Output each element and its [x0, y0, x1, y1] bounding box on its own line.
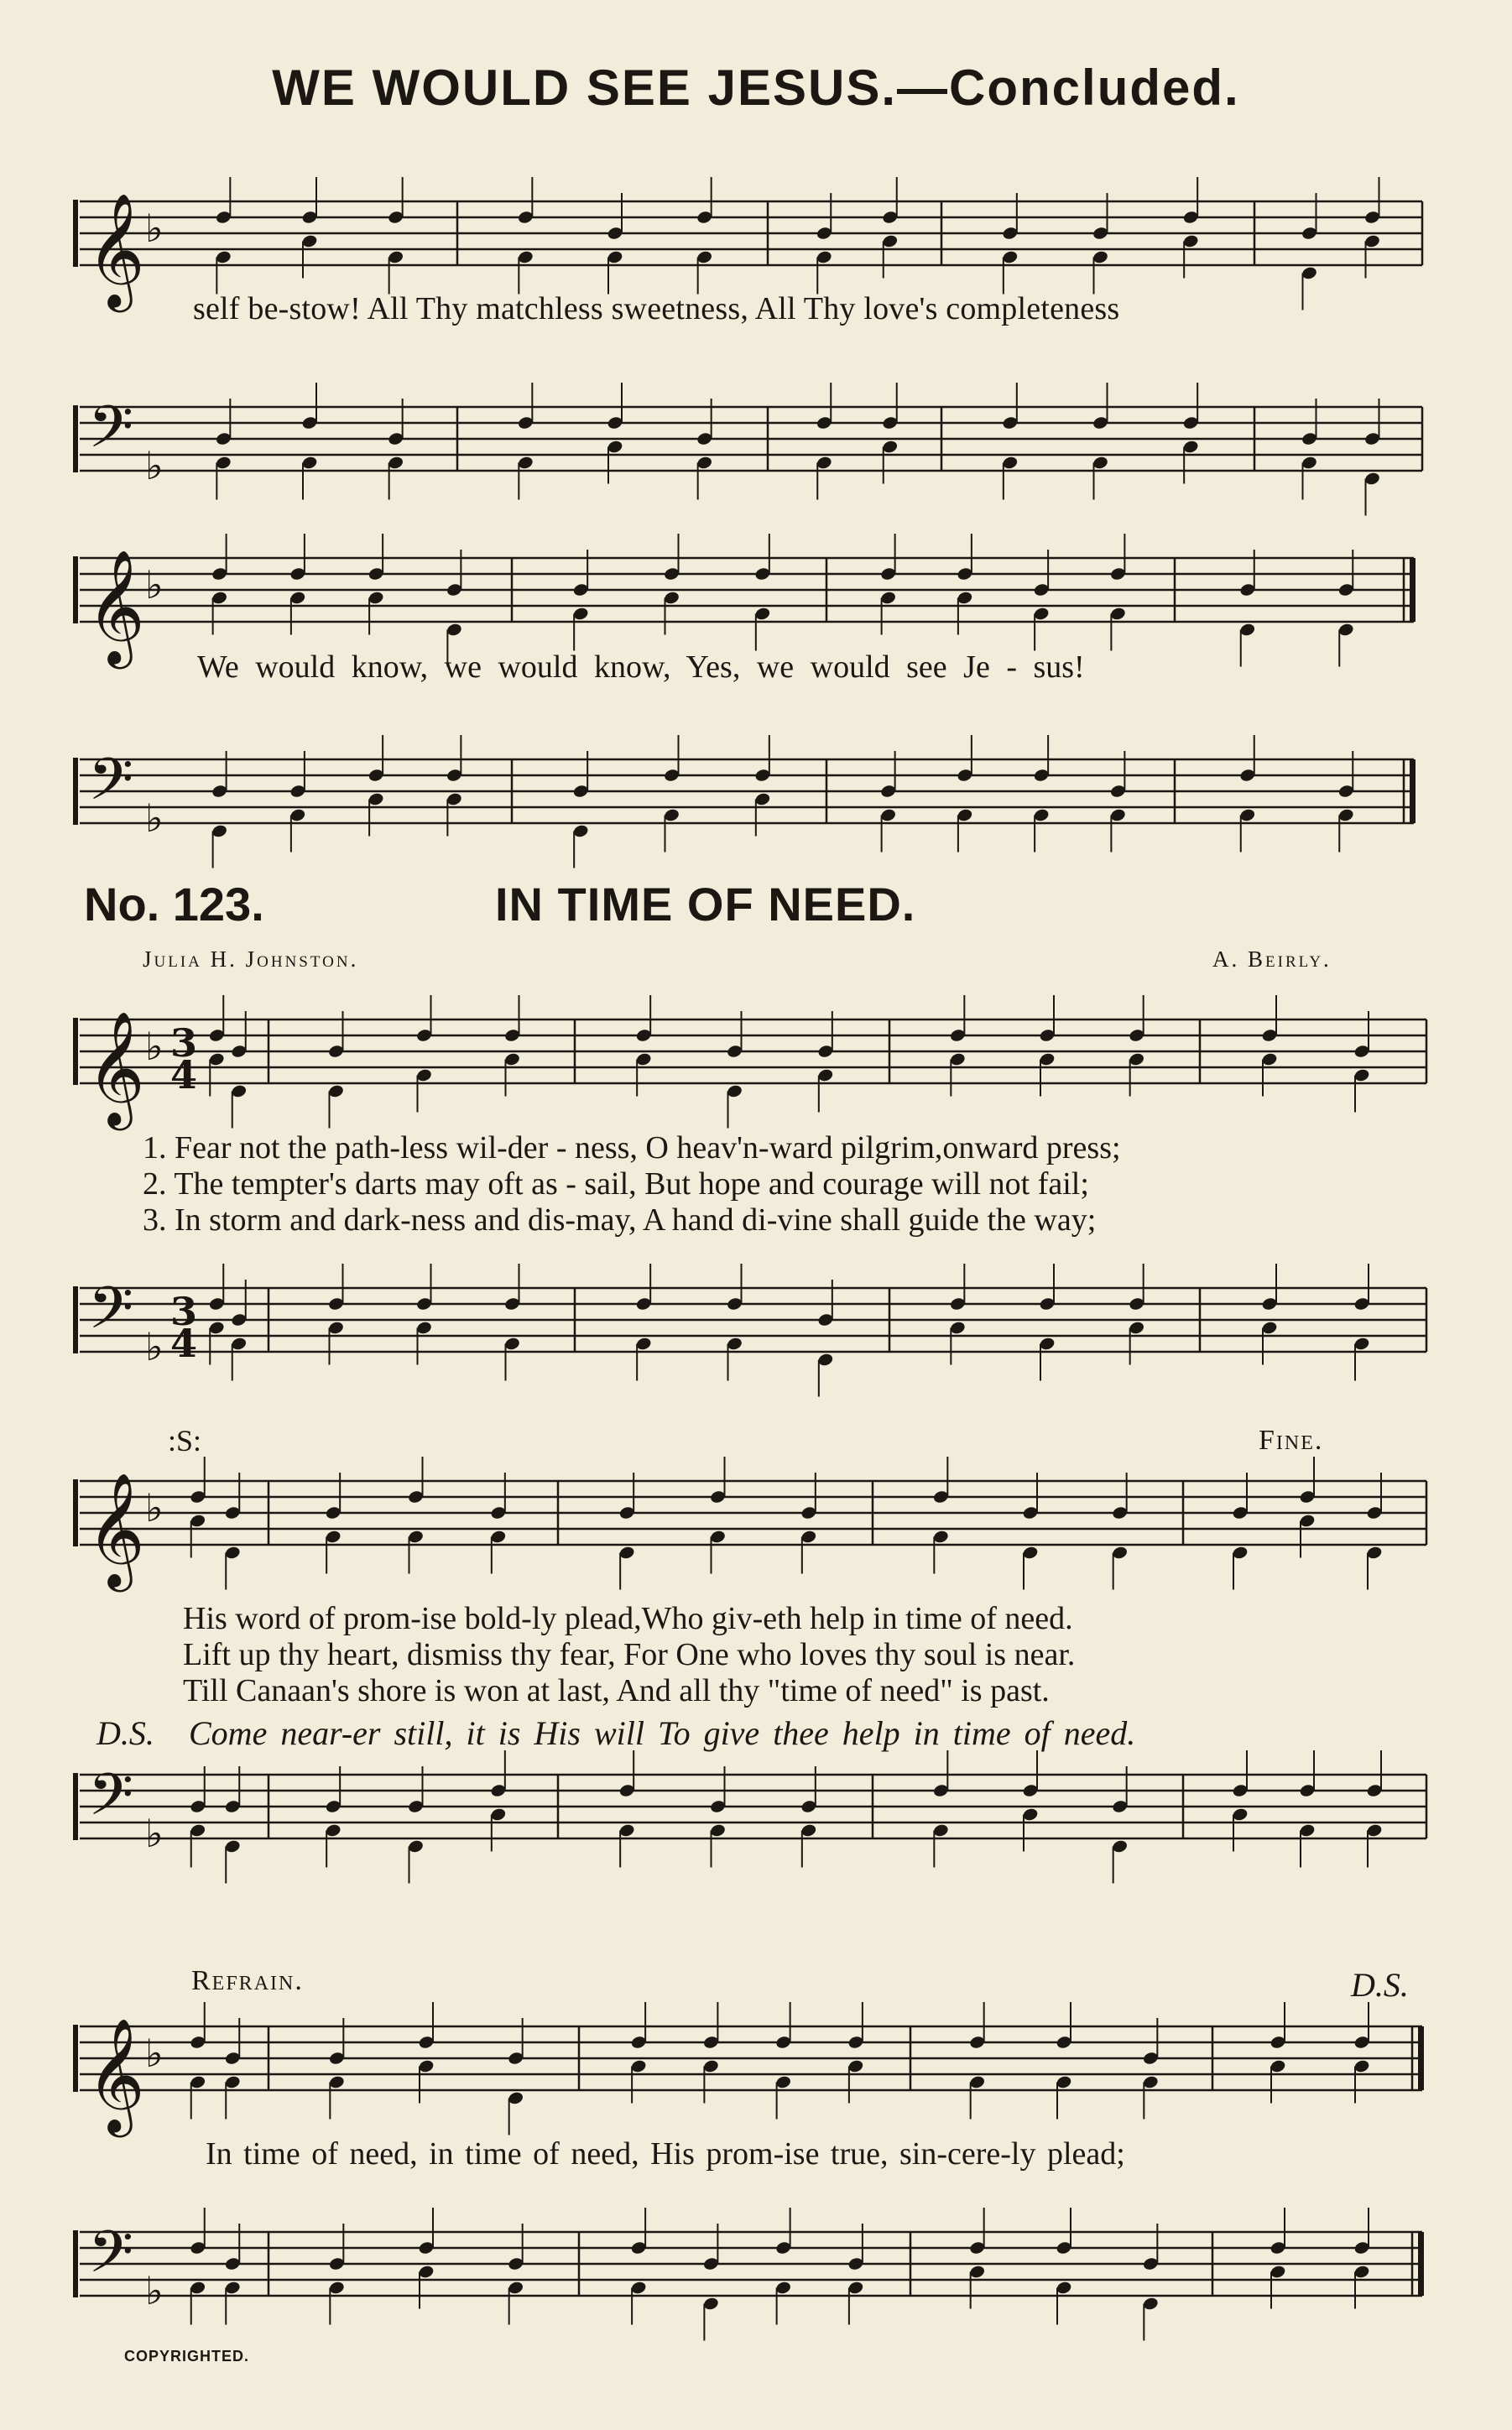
- staff-system-4-treble: [0, 1452, 1512, 1587]
- refrain-lyrics-line: In time of need, in time of need, His prom-ise true, sin-cere-ly plead;: [206, 2136, 1125, 2172]
- svg-text:𝄞: 𝄞: [86, 2016, 145, 2132]
- svg-text:♭: ♭: [145, 1324, 164, 1369]
- hymn-number: No. 123.: [84, 878, 264, 931]
- copyright-note: COPYRIGHTED.: [124, 2348, 250, 2365]
- svg-text:♭: ♭: [145, 2268, 164, 2313]
- svg-text:𝄢: 𝄢: [88, 2218, 134, 2300]
- verse-3-line-2: Till Canaan's shore is won at last, And all thy "time of need" is past.: [183, 1673, 1050, 1708]
- svg-text:♭: ♭: [145, 443, 164, 488]
- staff-system-5-treble: [0, 1997, 1512, 2132]
- verse-2-line-1: 2. The tempter's darts may oft as - sail, But hope and courage will not fail;: [143, 1166, 1089, 1202]
- staff-system-1-bass: [0, 378, 1512, 503]
- fine-marker: Fine.: [1259, 1425, 1324, 1456]
- verse-2-line-2: Lift up thy heart, dismiss thy fear, For One who loves thy soul is near.: [183, 1637, 1076, 1672]
- svg-text:3: 3: [170, 1020, 198, 1066]
- svg-text:𝄢: 𝄢: [88, 745, 134, 827]
- svg-text:𝄞: 𝄞: [86, 1009, 145, 1125]
- svg-text:𝄞: 𝄞: [86, 548, 145, 664]
- staff-system-1-treble: [0, 172, 1512, 307]
- svg-text:4: 4: [170, 1052, 198, 1098]
- svg-text:𝄢: 𝄢: [88, 1274, 134, 1356]
- svg-text:♭: ♭: [145, 2031, 164, 2076]
- segno-sign: :S:: [168, 1424, 202, 1457]
- staff-system-3-bass: [0, 1259, 1512, 1384]
- svg-text:♭: ♭: [145, 562, 164, 608]
- continuation-lyrics-line-2: We would know, we would know, Yes, we would see Je - sus!: [197, 649, 1085, 685]
- svg-text:𝄢: 𝄢: [88, 1760, 134, 1843]
- verse-3-line-1: 3. In storm and dark-ness and dis-may, A hand di-vine shall guide the way;: [143, 1202, 1097, 1238]
- ds-lyrics-line: Come near-er still, it is His will To give thee help in time of need.: [189, 1714, 1136, 1752]
- svg-text:𝄞: 𝄞: [86, 191, 145, 307]
- staff-system-5-bass: [0, 2203, 1512, 2328]
- lyricist-credit: Julia H. Johnston.: [143, 946, 359, 972]
- staff-system-2-treble: [0, 529, 1512, 664]
- svg-text:♭: ♭: [145, 1811, 164, 1856]
- svg-text:♭: ♭: [145, 795, 164, 841]
- svg-text:𝄢: 𝄢: [88, 393, 134, 475]
- staff-system-2-bass: [0, 730, 1512, 856]
- page-heading: WE WOULD SEE JESUS.—Concluded.: [272, 60, 1240, 116]
- svg-text:♭: ♭: [145, 1485, 164, 1530]
- composer-credit: A. Beirly.: [1212, 946, 1332, 972]
- svg-text:♭: ♭: [145, 1024, 164, 1069]
- svg-text:3: 3: [170, 1289, 198, 1334]
- refrain-ds-marker: D.S.: [1351, 1966, 1409, 2004]
- svg-text:♭: ♭: [145, 206, 164, 251]
- hymn-title: IN TIME OF NEED.: [495, 878, 916, 931]
- staff-system-3-treble: [0, 990, 1512, 1125]
- svg-text:4: 4: [170, 1321, 198, 1366]
- verse-1-line-2: His word of prom-ise bold-ly plead,Who giv-eth help in time of need.: [183, 1601, 1073, 1636]
- ds-label: D.S.: [96, 1714, 154, 1752]
- staff-system-4-bass: [0, 1745, 1512, 1871]
- verse-1-line-1: 1. Fear not the path-less wil-der - ness, O heav'n-ward pilgrim,onward press;: [143, 1130, 1121, 1165]
- continuation-lyrics-line-1: self be-stow! All Thy matchless sweetness, All Thy love's completeness: [193, 291, 1120, 326]
- refrain-label: Refrain.: [191, 1965, 304, 1996]
- svg-text:𝄞: 𝄞: [86, 1471, 145, 1587]
